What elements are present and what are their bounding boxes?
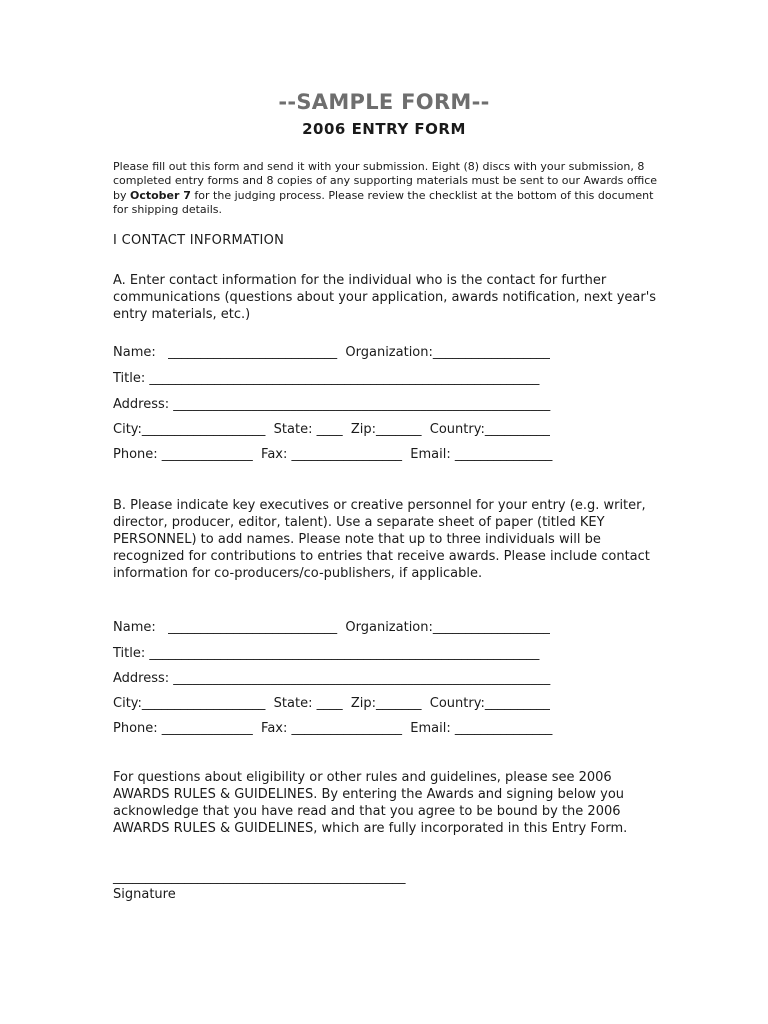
signature-label: Signature: [113, 887, 176, 902]
part-a-paragraph: A. Enter contact information for the individual who is the contact for further communications (questions about your application, awards notification, next year's entry materials, etc.): [113, 273, 657, 322]
intro-paragraph: [113, 160, 658, 217]
part-b-title-line: Title: ____________________________________________________________: [113, 646, 540, 661]
intro-text-after: for the judging process. Please review the checklist at the bottom of this document for shipping details.: [113, 188, 654, 216]
part-b-city-state-zip-country-line: City:___________________ State: ____ Zip:_______ Country:__________: [113, 696, 550, 711]
part-a-phone-fax-email-line: Phone: ______________ Fax: _________________ Email: _______________: [113, 447, 553, 462]
part-b-phone-fax-email-line: Phone: ______________ Fax: _________________ Email: _______________: [113, 721, 553, 736]
part-a-title-line: Title: ____________________________________________________________: [113, 371, 540, 386]
part-a-address-line: Address: __________________________________________________________: [113, 397, 551, 412]
contact-information-heading: I CONTACT INFORMATION: [113, 233, 285, 248]
part-b-name-organization-line: Name: __________________________ Organization:__________________: [113, 620, 550, 635]
part-b-address-line: Address: __________________________________________________________: [113, 671, 551, 686]
signature-line: _____________________________________________: [113, 870, 406, 885]
sample-form-title: --SAMPLE FORM--: [278, 90, 490, 114]
intro-text-before: Please fill out this form and send it with your submission. Eight (8) discs with your submission, 8 completed entry forms and 8 copies of any supporting materials must be sent to our Awards office by: [113, 160, 658, 202]
deadline-date: October 7: [130, 188, 191, 202]
rules-paragraph: For questions about eligibility or other rules and guidelines, please see 2006 AWARDS RULES & GUIDELINES. By entering the Awards and signing below you acknowledge that you have read and that you agree to be bound by the 2006 AWARDS RULES & GUIDELINES, which are fully incorporated in this Entry Form.: [113, 770, 628, 836]
part-b-paragraph: B. Please indicate key executives or creative personnel for your entry (e.g. writer, director, producer, editor, talent). Use a separate sheet of paper (titled KEY PERSONNEL) to add names. Please note that up to three individuals will be recognized for contributions to entries that receive awards. Please include contact information for co-producers/co-publishers, if applicable.: [113, 498, 650, 581]
entry-form-title: 2006 ENTRY FORM: [302, 120, 466, 138]
part-a-city-state-zip-country-line: City:___________________ State: ____ Zip:_______ Country:__________: [113, 422, 550, 437]
part-a-name-organization-line: Name: __________________________ Organization:__________________: [113, 345, 550, 360]
